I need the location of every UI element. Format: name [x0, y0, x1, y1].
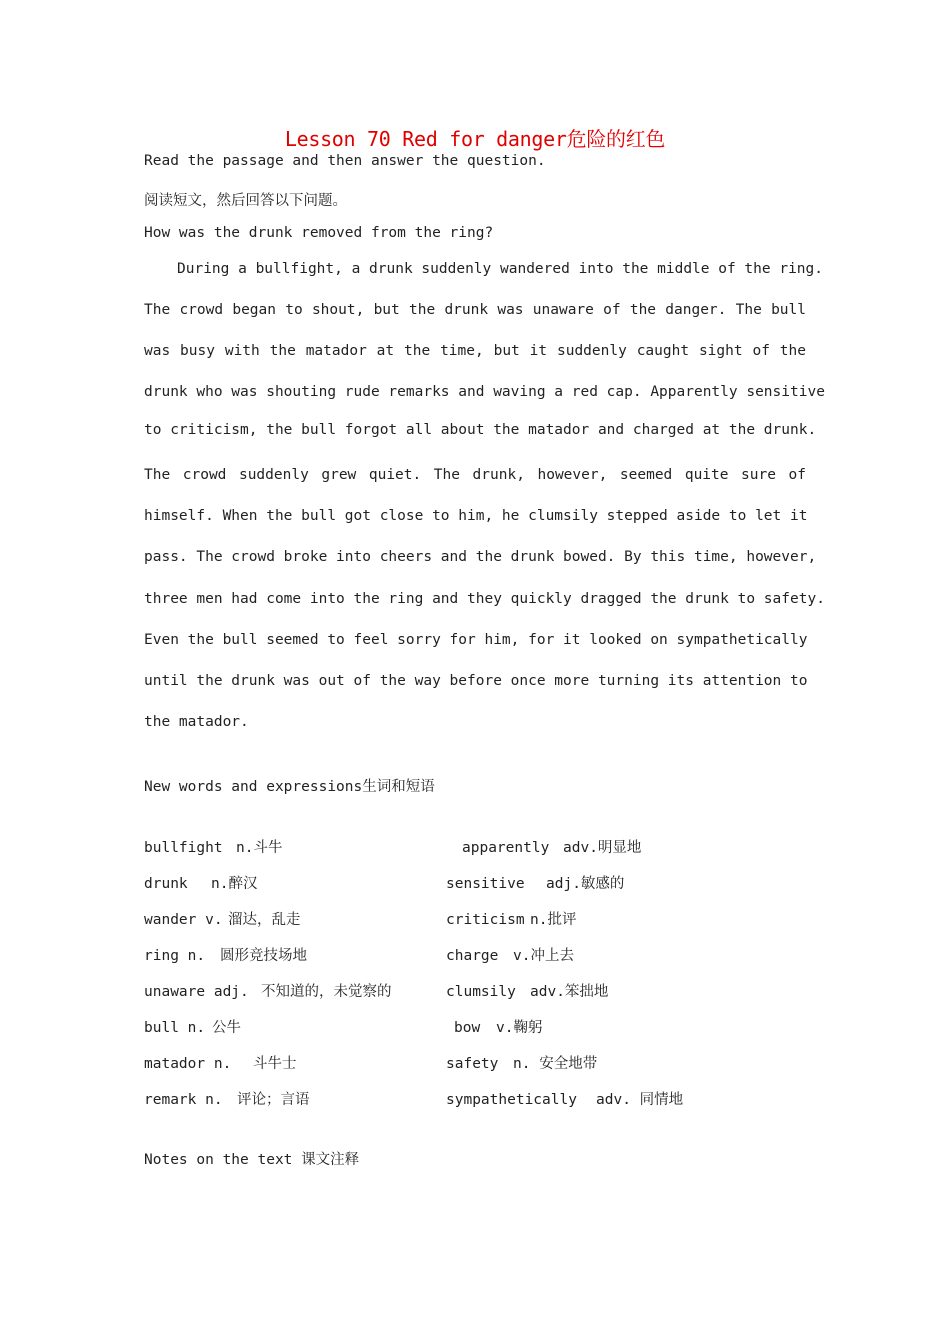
- vocab-entry: [446, 980, 608, 1001]
- vocab-definition: 公牛: [212, 1020, 241, 1036]
- passage-line: to criticism, the bull forgot all about the matador and charged at the drunk.: [144, 422, 817, 438]
- vocab-definition: 斗牛士: [253, 1056, 297, 1072]
- passage-line: The crowd suddenly grew quiet. The drunk, however, seemed quite sure of: [144, 467, 806, 483]
- vocab-heading: New words and expressions生词和短语: [144, 779, 435, 795]
- instruction-chinese: 阅读短文，然后回答以下问题。: [144, 193, 347, 209]
- vocab-word: sympathetically: [446, 1092, 577, 1108]
- vocab-word: matador n.: [144, 1056, 232, 1072]
- vocab-definition: 不知道的，未觉察的: [261, 984, 392, 1000]
- passage-line: The crowd began to shout, but the drunk was unaware of the danger. The bull: [144, 302, 806, 318]
- passage-line: until the drunk was out of the way before once more turning its attention to: [144, 673, 808, 689]
- vocab-definition: 溜达，乱走: [228, 912, 301, 928]
- vocab-entry: [446, 872, 624, 893]
- vocab-entry: [144, 1052, 297, 1073]
- vocab-definition: v.鞠躬: [496, 1020, 543, 1036]
- vocab-definition: n. 安全地带: [513, 1056, 598, 1072]
- vocab-entry: [144, 908, 301, 929]
- vocab-entry: [446, 908, 576, 929]
- vocab-word: ring n.: [144, 948, 206, 964]
- vocab-entry: [446, 944, 574, 965]
- vocab-definition: n.斗牛: [236, 840, 283, 856]
- passage-line: was busy with the matador at the time, but it suddenly caught sight of the: [144, 343, 806, 359]
- vocab-definition: v.冲上去: [513, 948, 574, 964]
- vocab-entry: [446, 1088, 683, 1109]
- vocab-word: wander v.: [144, 912, 223, 928]
- vocab-entry: [446, 1052, 597, 1073]
- vocab-word: bow: [454, 1020, 481, 1036]
- notes-heading: Notes on the text 课文注释: [144, 1152, 360, 1168]
- vocab-entry: [462, 836, 641, 857]
- vocab-word: apparently: [462, 840, 550, 856]
- vocab-word: criticism: [446, 912, 525, 928]
- vocab-entry: [144, 980, 392, 1001]
- vocab-word: bull n.: [144, 1020, 206, 1036]
- vocab-word: charge: [446, 948, 499, 964]
- vocab-word: drunk: [144, 876, 188, 892]
- instruction-english: Read the passage and then answer the question.: [144, 153, 546, 169]
- vocab-definition: adv.明显地: [563, 840, 642, 856]
- vocab-word: remark n.: [144, 1092, 223, 1108]
- vocab-definition: adv. 同情地: [596, 1092, 684, 1108]
- passage-line: drunk who was shouting rude remarks and waving a red cap. Apparently sensitive: [144, 384, 825, 400]
- vocab-word: clumsily: [446, 984, 516, 1000]
- passage-line: the matador.: [144, 714, 249, 730]
- question-text: How was the drunk removed from the ring?: [144, 225, 494, 241]
- vocab-definition: n.批评: [530, 912, 577, 928]
- vocab-word: bullfight: [144, 840, 223, 856]
- vocab-word: safety: [446, 1056, 499, 1072]
- vocab-definition: adj.敏感的: [546, 876, 625, 892]
- vocab-entry: [454, 1016, 542, 1037]
- vocab-word: sensitive: [446, 876, 525, 892]
- passage-line: Even the bull seemed to feel sorry for him, for it looked on sympathetically: [144, 632, 808, 648]
- vocab-entry: [144, 1088, 310, 1109]
- passage-line: three men had come into the ring and they quickly dragged the drunk to safety.: [144, 591, 825, 607]
- vocab-entry: [144, 836, 282, 857]
- vocab-word: unaware adj.: [144, 984, 249, 1000]
- vocab-definition: 评论；言语: [237, 1092, 310, 1108]
- passage-line: pass. The crowd broke into cheers and the drunk bowed. By this time, however,: [144, 549, 817, 565]
- vocab-definition: n.醉汉: [211, 876, 258, 892]
- vocab-entry: [144, 944, 307, 965]
- vocab-definition: adv.笨拙地: [530, 984, 609, 1000]
- vocab-definition: 圆形竞技场地: [220, 948, 307, 964]
- vocab-entry: [144, 1016, 241, 1037]
- vocab-entry: [144, 872, 257, 893]
- passage-line: himself. When the bull got close to him, he clumsily stepped aside to let it: [144, 508, 808, 524]
- lesson-title: Lesson 70 Red for danger危险的红色: [284, 127, 666, 151]
- passage-line: During a bullfight, a drunk suddenly wandered into the middle of the ring.: [177, 261, 824, 277]
